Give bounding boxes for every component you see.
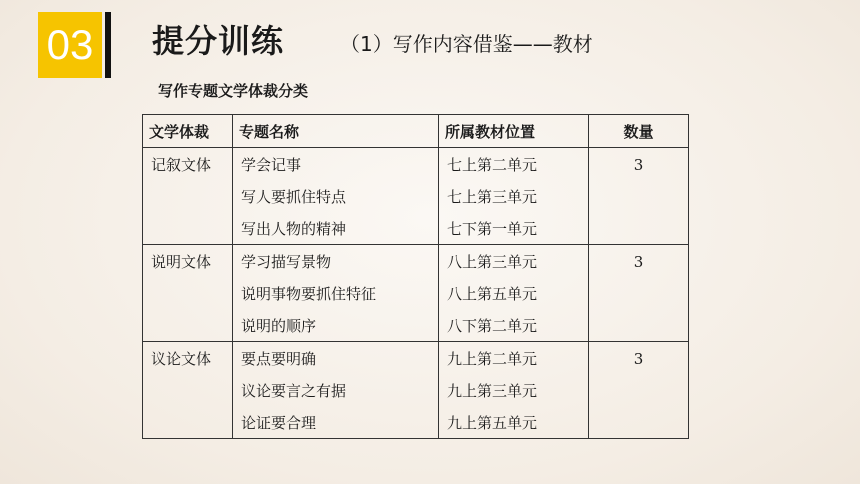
- table-header-row: [143, 115, 689, 148]
- topic-cell: 议论要言之有据: [233, 374, 439, 406]
- topic-cell: 论证要合理: [233, 406, 439, 439]
- topic-cell: 说明的顺序: [233, 309, 439, 342]
- genre-cell: 说明文体: [143, 245, 233, 342]
- location-cell: 七上第三单元: [439, 180, 589, 212]
- genre-cell: 议论文体: [143, 342, 233, 439]
- location-cell: 七下第一单元: [439, 212, 589, 245]
- location-cell: 八上第五单元: [439, 277, 589, 309]
- topic-cell: 学习描写景物: [233, 245, 439, 278]
- header-location: 所属教材位置: [439, 115, 589, 148]
- genre-table: [142, 114, 689, 439]
- location-cell: 八上第三单元: [439, 245, 589, 278]
- page-subtitle: （1）写作内容借鉴——教材: [340, 32, 593, 56]
- location-cell: 七上第二单元: [439, 148, 589, 181]
- location-cell: 九上第五单元: [439, 406, 589, 439]
- table-row: [143, 342, 689, 375]
- location-cell: 八下第二单元: [439, 309, 589, 342]
- topic-cell: 写人要抓住特点: [233, 180, 439, 212]
- topic-cell: 说明事物要抓住特征: [233, 277, 439, 309]
- location-cell: 九上第二单元: [439, 342, 589, 375]
- table-row: [143, 245, 689, 278]
- page-title: 提分训练: [152, 22, 285, 60]
- header-count: 数量: [589, 115, 689, 148]
- section-number-badge: 03: [38, 12, 102, 78]
- count-cell: 3: [589, 342, 689, 439]
- table-caption: 写作专题文学体裁分类: [158, 82, 309, 100]
- header-genre: 文学体裁: [143, 115, 233, 148]
- table-row: [143, 148, 689, 181]
- location-cell: 九上第三单元: [439, 374, 589, 406]
- count-cell: 3: [589, 245, 689, 342]
- title-divider: [105, 12, 111, 78]
- topic-cell: 学会记事: [233, 148, 439, 181]
- count-cell: 3: [589, 148, 689, 245]
- genre-cell: 记叙文体: [143, 148, 233, 245]
- header-topic: 专题名称: [233, 115, 439, 148]
- topic-cell: 要点要明确: [233, 342, 439, 375]
- topic-cell: 写出人物的精神: [233, 212, 439, 245]
